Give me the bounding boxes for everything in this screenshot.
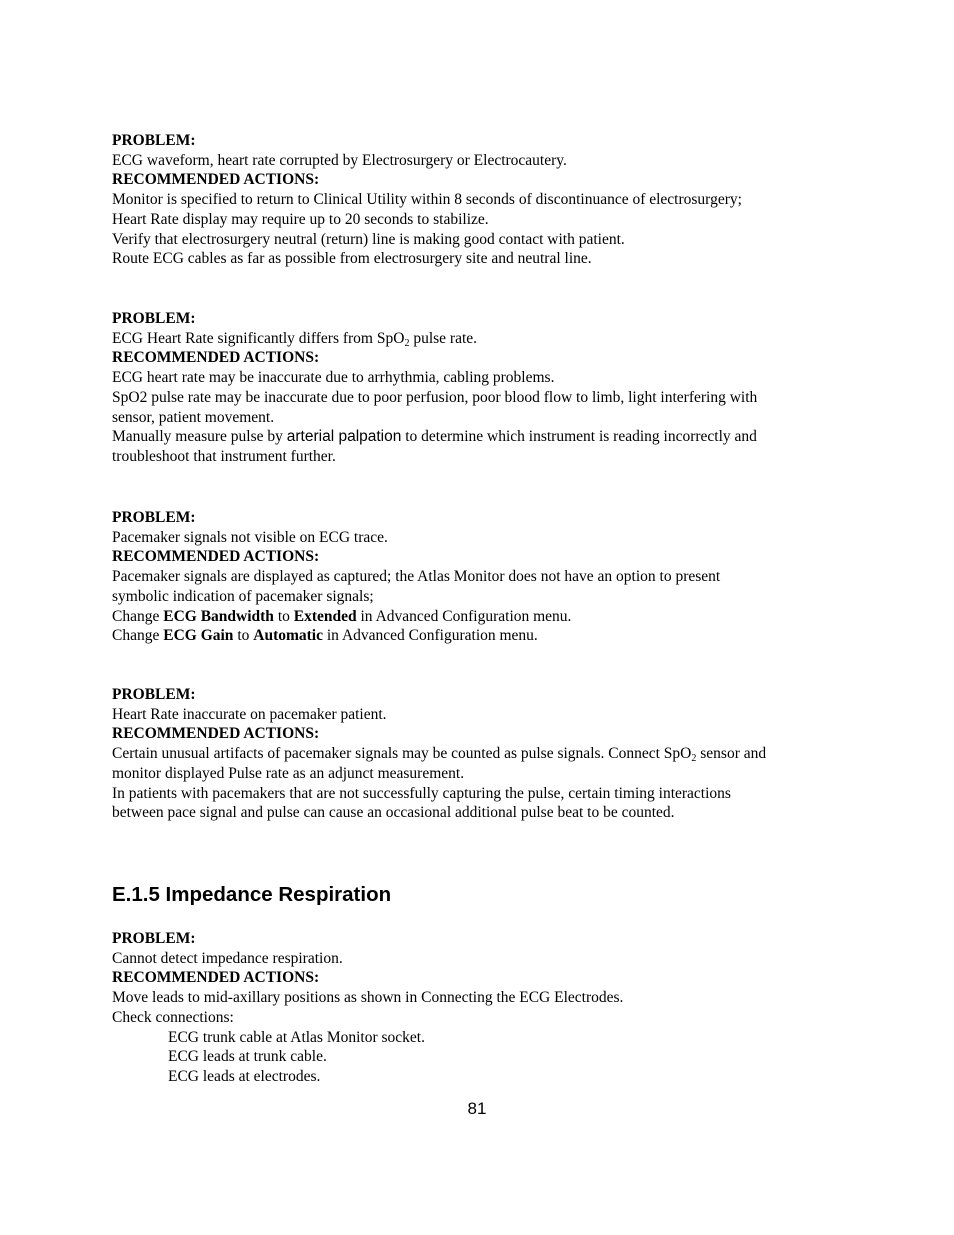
action-line	[112, 744, 852, 764]
recommended-actions-label: RECOMMENDED ACTIONS:	[112, 548, 320, 566]
action-text-part: Change	[112, 607, 164, 625]
action-text-part: Manually measure pulse by	[112, 428, 287, 446]
action-text-part: to	[233, 627, 254, 645]
problem-label: PROBLEM:	[112, 509, 196, 526]
action-line: troubleshoot that instrument further.	[112, 447, 336, 465]
action-text-part: to determine which instrument is reading incorrectly and	[401, 428, 757, 446]
action-line: Route ECG cables as far as possible from electrosurgery site and neutral line.	[112, 250, 592, 268]
problem-text: Cannot detect impedance respiration.	[112, 949, 343, 967]
action-line: In patients with pacemakers that are not successfully capturing the pulse, certain timing interactions	[112, 784, 731, 802]
action-text-part: arterial palpation	[286, 428, 402, 446]
action-line: ECG heart rate may be inaccurate due to arrhythmia, cabling problems.	[112, 369, 555, 387]
action-line: Monitor is specified to return to Clinical Utility within 8 seconds of discontinuance of electrosurgery;	[112, 191, 742, 209]
problem-text-part: pulse rate.	[409, 329, 478, 347]
check-item: ECG trunk cable at Atlas Monitor socket.	[168, 1028, 425, 1046]
problem-text: Heart Rate inaccurate on pacemaker patient.	[112, 705, 387, 723]
recommended-actions-label: RECOMMENDED ACTIONS:	[112, 725, 320, 743]
problem-text	[112, 329, 852, 349]
action-line	[112, 427, 852, 447]
action-text-part: Change	[112, 627, 164, 645]
action-line: Verify that electrosurgery neutral (return) line is making good contact with patient.	[112, 230, 625, 248]
action-text-part: sensor and	[696, 745, 767, 763]
setting-name: ECG Bandwidth	[163, 607, 274, 625]
problem-text: ECG waveform, heart rate corrupted by Electrosurgery or Electrocautery.	[112, 151, 567, 169]
check-item: ECG leads at trunk cable.	[168, 1048, 327, 1066]
problem-label: PROBLEM:	[112, 310, 196, 327]
problem-text-part: ECG Heart Rate significantly differs from SpO	[112, 329, 405, 347]
action-line: monitor displayed Pulse rate as an adjunct measurement.	[112, 764, 465, 782]
action-line: Move leads to mid-axillary positions as shown in Connecting the ECG Electrodes.	[112, 989, 624, 1007]
action-line: Heart Rate display may require up to 20 seconds to stabilize.	[112, 210, 489, 228]
subscript: 2	[404, 337, 410, 349]
action-line-bandwidth	[112, 607, 852, 627]
setting-value: Automatic	[253, 627, 323, 645]
recommended-actions-label: RECOMMENDED ACTIONS:	[112, 171, 320, 189]
page-number: 81	[467, 1099, 487, 1118]
section-heading: E.1.5 Impedance Respiration	[112, 883, 392, 906]
troubleshooting-block-pacemaker-signals	[112, 508, 852, 646]
action-line: Check connections:	[112, 1008, 234, 1026]
troubleshooting-block-electrosurgery	[112, 131, 852, 269]
troubleshooting-block-impedance-respiration	[112, 929, 852, 1087]
setting-value: Extended	[293, 607, 357, 625]
action-line: sensor, patient movement.	[112, 408, 275, 426]
action-text-part: in Advanced Configuration menu.	[356, 607, 572, 625]
setting-name: ECG Gain	[163, 627, 234, 645]
action-line: symbolic indication of pacemaker signals;	[112, 587, 374, 605]
troubleshooting-block-heart-rate-difference	[112, 309, 852, 467]
action-text-part: Certain unusual artifacts of pacemaker signals may be counted as pulse signals. Connect SpO	[112, 745, 692, 763]
action-line-gain	[112, 626, 852, 646]
problem-label: PROBLEM:	[112, 930, 196, 947]
recommended-actions-label: RECOMMENDED ACTIONS:	[112, 349, 320, 367]
action-line: between pace signal and pulse can cause an occasional additional pulse beat to be counted.	[112, 804, 675, 822]
action-line: Pacemaker signals are displayed as captured; the Atlas Monitor does not have an option to present	[112, 568, 721, 586]
action-line: SpO2 pulse rate may be inaccurate due to poor perfusion, poor blood flow to limb, light interfering with	[112, 388, 758, 406]
problem-text: Pacemaker signals not visible on ECG trace.	[112, 528, 388, 546]
action-text-part: to	[273, 607, 294, 625]
problem-label: PROBLEM:	[112, 686, 196, 703]
problem-label: PROBLEM:	[112, 132, 196, 149]
recommended-actions-label: RECOMMENDED ACTIONS:	[112, 969, 320, 987]
subscript: 2	[691, 753, 697, 765]
action-text-part: in Advanced Configuration menu.	[323, 627, 538, 645]
check-item: ECG leads at electrodes.	[168, 1067, 321, 1085]
troubleshooting-block-pacemaker-heart-rate	[112, 685, 852, 823]
